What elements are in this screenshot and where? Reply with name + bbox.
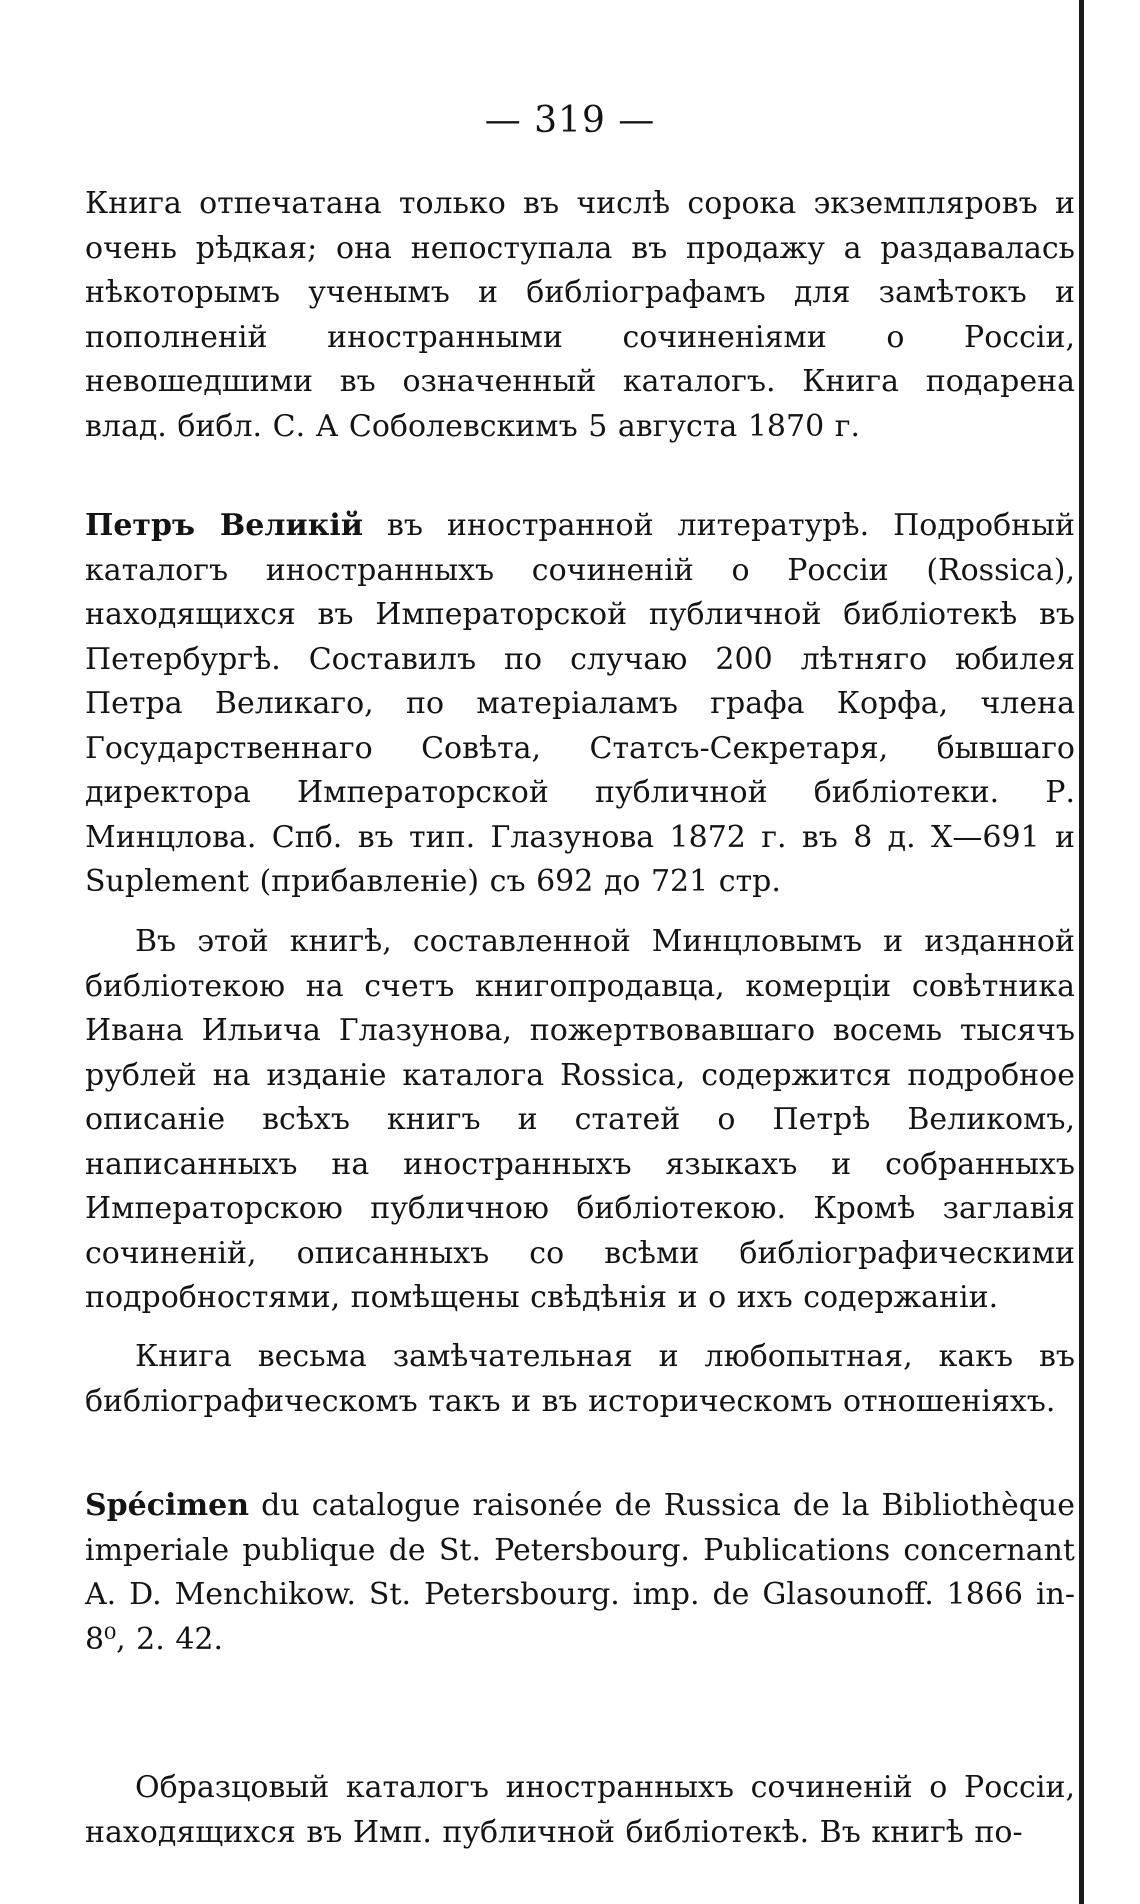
paragraph-4 [85, 1335, 1075, 1424]
page-number: — 319 — [484, 100, 656, 141]
paragraph-6 [85, 1766, 1075, 1855]
paragraph-5-text: du catalogue raisonée de Russica de la Bibliothèque imperiale publique de St. Petersbourg. Publications concernant A. D. Menchikow. St. Petersbourg. imp. de Glasounoff. 1866 in-8⁰, 2. 42. [85, 1488, 1075, 1657]
page-edge-rule [1079, 0, 1084, 1904]
paragraph-2-text: въ иностранной литературѣ. Подробный каталогъ иностранныхъ сочиненій о Россіи (Rossica), находящихся въ Императорской публичной библіотекѣ въ Петербургѣ. Составилъ по случаю 200 лѣтняго юбилея Петра Великаго, по матеріаламъ графа Корфа, члена Государственнаго Совѣта, Статсъ-Секретаря, бывшаго директора Императорской публичной библіотеки. Р. Минцлова. Спб. въ тип. Глазунова 1872 г. въ 8 д. X—691 и Suplement (прибавленіе) съ 692 до 721 стр. [85, 508, 1075, 899]
paragraph-1-text: Книга отпечатана только въ числѣ сорока экземпляровъ и очень рѣдкая; она непоступала въ продажу а раздавалась нѣкоторымъ ученымъ и библіографамъ для замѣтокъ и пополненій иностранными сочиненіями о Россіи, невошедшими въ означенный каталогъ. Книга подарена влад. библ. С. А Соболевскимъ 5 августа 1870 г. [85, 186, 1075, 444]
paragraph-3-text: Въ этой книгѣ, составленной Минцловымъ и изданной библіотекою на счетъ книгопродавца, комерціи совѣтника Ивана Ильича Глазунова, пожертвовавшаго восемь тысячъ рублей на изданіе каталога Rossica, содержится подробное описаніе всѣхъ книгъ и статей о Петрѣ Великомъ, написанныхъ на иностранныхъ языкахъ и собранныхъ Императорскою публичною библіотекою. Кромѣ заглавія сочиненій, описанныхъ со всѣми библіографическими подробностями, помѣщены свѣдѣнія и о ихъ содержаніи. [85, 924, 1075, 1315]
entry-title-petr-velikiy: Петръ Великій [85, 508, 364, 543]
paragraph-2 [85, 504, 1075, 905]
paragraph-5 [85, 1484, 1075, 1662]
paragraph-6-text: Образцовый каталогъ иностранныхъ сочиненій о Россіи, находящихся въ Имп. публичной библіотекѣ. Въ книгѣ по- [85, 1770, 1075, 1850]
paragraph-4-text: Книга весьма замѣчательная и любопытная, какъ въ библіографическомъ такъ и въ историческомъ отношеніяхъ. [85, 1339, 1075, 1419]
paragraph-3 [85, 920, 1075, 1321]
entry-title-specimen: Spécimen [85, 1488, 250, 1523]
paragraph-1 [85, 182, 1075, 449]
